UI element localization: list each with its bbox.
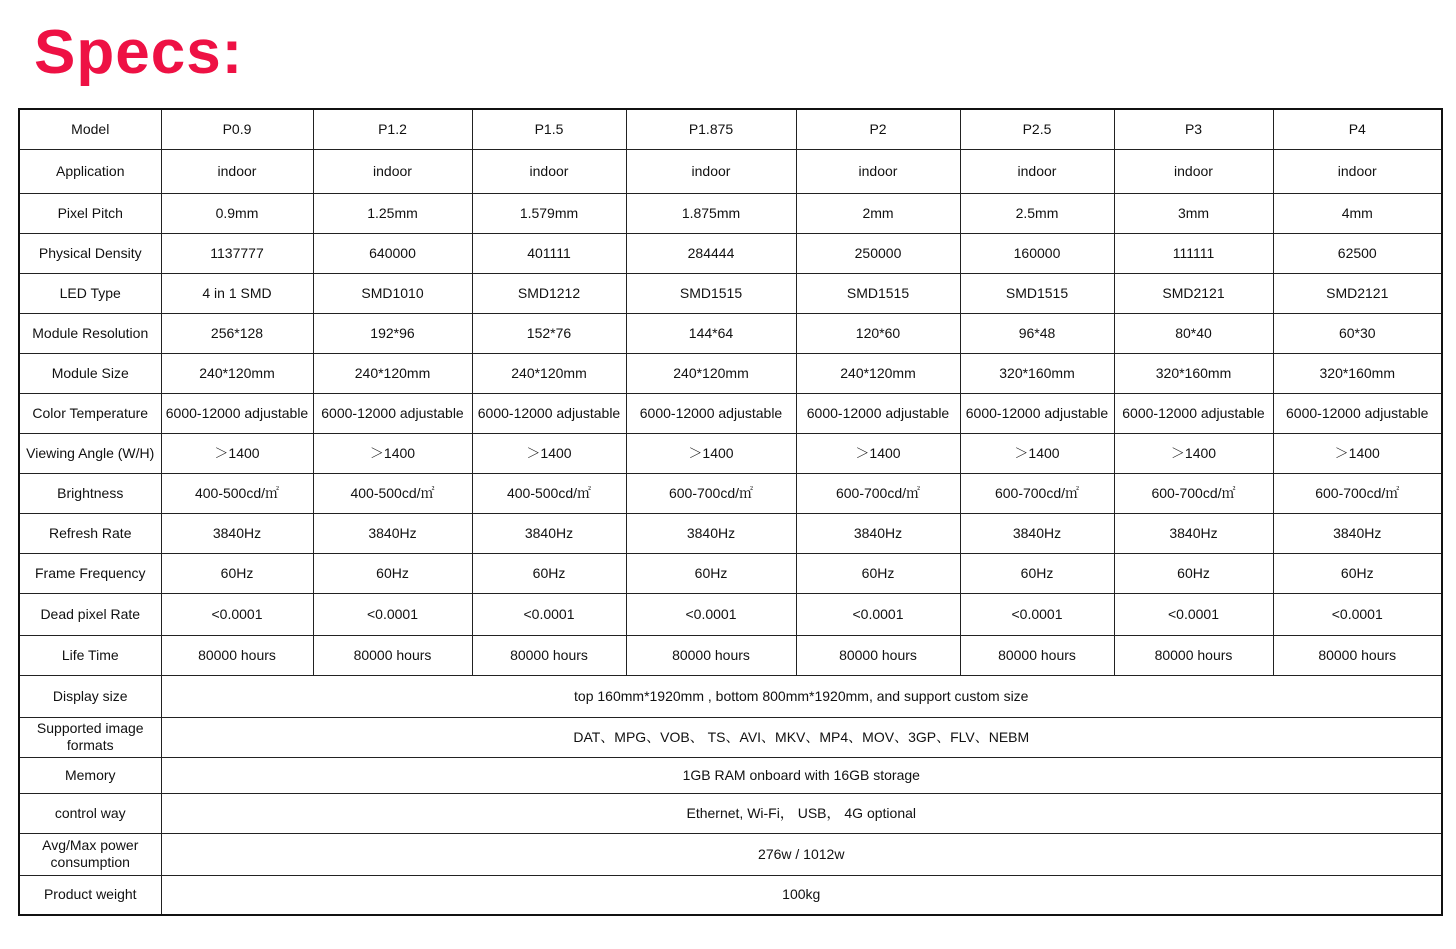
table-cell: 60*30 <box>1273 313 1442 353</box>
table-row <box>19 433 1442 473</box>
row-label: Frame Frequency <box>19 553 161 593</box>
table-cell: indoor <box>796 149 960 193</box>
page-title: Specs: <box>34 18 244 87</box>
table-row <box>19 313 1442 353</box>
table-cell: 60Hz <box>796 553 960 593</box>
row-label: Refresh Rate <box>19 513 161 553</box>
table-cell: 240*120mm <box>626 353 796 393</box>
row-label: Brightness <box>19 473 161 513</box>
table-cell: 3840Hz <box>1273 513 1442 553</box>
table-cell: 80000 hours <box>1273 635 1442 675</box>
row-label: Pixel Pitch <box>19 193 161 233</box>
table-cell: 3840Hz <box>313 513 472 553</box>
header-cell: P2.5 <box>960 109 1114 149</box>
table-cell: 400-500cd/㎡ <box>161 473 313 513</box>
table-cell: indoor <box>313 149 472 193</box>
merged-cell: 100kg <box>161 875 1442 915</box>
table-cell: 60Hz <box>960 553 1114 593</box>
table-cell: 6000-12000 adjustable <box>313 393 472 433</box>
table-cell: 80000 hours <box>796 635 960 675</box>
table-cell: ＞1400 <box>472 433 626 473</box>
table-cell: 80000 hours <box>313 635 472 675</box>
table-cell: 600-700cd/㎡ <box>1273 473 1442 513</box>
table-cell: 80*40 <box>1114 313 1273 353</box>
row-label: Memory <box>19 757 161 793</box>
header-cell: P4 <box>1273 109 1442 149</box>
table-cell: SMD1515 <box>626 273 796 313</box>
table-cell: 1137777 <box>161 233 313 273</box>
merged-cell: Ethernet, Wi-Fi， USB， 4G optional <box>161 793 1442 833</box>
merged-cell: 1GB RAM onboard with 16GB storage <box>161 757 1442 793</box>
table-row <box>19 393 1442 433</box>
table-cell: 240*120mm <box>313 353 472 393</box>
merged-row <box>19 675 1442 717</box>
table-cell: <0.0001 <box>960 593 1114 635</box>
table-row <box>19 593 1442 635</box>
table-cell: SMD1515 <box>796 273 960 313</box>
specs-table <box>18 108 1443 916</box>
table-cell: 400-500cd/㎡ <box>313 473 472 513</box>
row-label: Display size <box>19 675 161 717</box>
table-row <box>19 273 1442 313</box>
table-cell: 6000-12000 adjustable <box>1114 393 1273 433</box>
table-row <box>19 233 1442 273</box>
table-cell: 80000 hours <box>161 635 313 675</box>
row-label: control way <box>19 793 161 833</box>
table-cell: 1.25mm <box>313 193 472 233</box>
table-cell: 80000 hours <box>1114 635 1273 675</box>
merged-cell: top 160mm*1920mm , bottom 800mm*1920mm, and support custom size <box>161 675 1442 717</box>
table-cell: 4 in 1 SMD <box>161 273 313 313</box>
merged-row <box>19 793 1442 833</box>
merged-cell: 276w / 1012w <box>161 833 1442 875</box>
row-label: Application <box>19 149 161 193</box>
table-cell: ＞1400 <box>626 433 796 473</box>
table-cell: 80000 hours <box>960 635 1114 675</box>
table-cell: 6000-12000 adjustable <box>161 393 313 433</box>
table-cell: <0.0001 <box>472 593 626 635</box>
table-cell: 160000 <box>960 233 1114 273</box>
table-cell: SMD2121 <box>1114 273 1273 313</box>
table-cell: 60Hz <box>313 553 472 593</box>
table-cell: 3840Hz <box>1114 513 1273 553</box>
table-cell: 2.5mm <box>960 193 1114 233</box>
merged-row <box>19 717 1442 757</box>
merged-row <box>19 875 1442 915</box>
table-cell: indoor <box>1273 149 1442 193</box>
table-cell: 192*96 <box>313 313 472 353</box>
table-cell: <0.0001 <box>796 593 960 635</box>
table-cell: 400-500cd/㎡ <box>472 473 626 513</box>
table-cell: 320*160mm <box>960 353 1114 393</box>
header-cell: P2 <box>796 109 960 149</box>
table-cell: indoor <box>626 149 796 193</box>
table-cell: 3840Hz <box>161 513 313 553</box>
table-cell: 240*120mm <box>161 353 313 393</box>
table-cell: 284444 <box>626 233 796 273</box>
table-cell: 240*120mm <box>472 353 626 393</box>
merged-row <box>19 757 1442 793</box>
table-cell: indoor <box>161 149 313 193</box>
table-cell: 1.875mm <box>626 193 796 233</box>
table-cell: 640000 <box>313 233 472 273</box>
table-cell: 1.579mm <box>472 193 626 233</box>
table-cell: 3840Hz <box>796 513 960 553</box>
header-cell: P1.2 <box>313 109 472 149</box>
header-cell: P1.5 <box>472 109 626 149</box>
table-cell: ＞1400 <box>960 433 1114 473</box>
table-cell: 240*120mm <box>796 353 960 393</box>
row-label: Product weight <box>19 875 161 915</box>
table-cell: 80000 hours <box>626 635 796 675</box>
table-cell: 0.9mm <box>161 193 313 233</box>
table-cell: 256*128 <box>161 313 313 353</box>
header-cell: P1.875 <box>626 109 796 149</box>
table-cell: ＞1400 <box>1114 433 1273 473</box>
table-cell: 144*64 <box>626 313 796 353</box>
table-cell: 3840Hz <box>472 513 626 553</box>
table-cell: 3840Hz <box>626 513 796 553</box>
table-cell: 60Hz <box>1273 553 1442 593</box>
table-cell: indoor <box>472 149 626 193</box>
table-cell: SMD2121 <box>1273 273 1442 313</box>
table-cell: 6000-12000 adjustable <box>1273 393 1442 433</box>
table-cell: 6000-12000 adjustable <box>472 393 626 433</box>
table-cell: 4mm <box>1273 193 1442 233</box>
table-row <box>19 193 1442 233</box>
table-cell: <0.0001 <box>1114 593 1273 635</box>
table-row <box>19 635 1442 675</box>
table-row <box>19 149 1442 193</box>
table-cell: ＞1400 <box>161 433 313 473</box>
table-cell: 6000-12000 adjustable <box>796 393 960 433</box>
table-cell: 60Hz <box>626 553 796 593</box>
table-cell: 3840Hz <box>960 513 1114 553</box>
table-cell: <0.0001 <box>1273 593 1442 635</box>
header-cell: P0.9 <box>161 109 313 149</box>
table-cell: 96*48 <box>960 313 1114 353</box>
table-row <box>19 513 1442 553</box>
table-cell: <0.0001 <box>626 593 796 635</box>
header-cell: Model <box>19 109 161 149</box>
row-label: Viewing Angle (W/H) <box>19 433 161 473</box>
table-cell: 111111 <box>1114 233 1273 273</box>
table-cell: indoor <box>960 149 1114 193</box>
table-cell: 60Hz <box>161 553 313 593</box>
table-cell: 3mm <box>1114 193 1273 233</box>
table-cell: ＞1400 <box>313 433 472 473</box>
table-cell: 320*160mm <box>1273 353 1442 393</box>
merged-cell: DAT、MPG、VOB、 TS、AVI、MKV、MP4、MOV、3GP、FLV、NEBM <box>161 717 1442 757</box>
row-label: Module Resolution <box>19 313 161 353</box>
table-cell: SMD1515 <box>960 273 1114 313</box>
row-label: LED Type <box>19 273 161 313</box>
row-label: Color Temperature <box>19 393 161 433</box>
header-cell: P3 <box>1114 109 1273 149</box>
row-label: Avg/Max power consumption <box>19 833 161 875</box>
table-cell: 62500 <box>1273 233 1442 273</box>
table-cell: 60Hz <box>472 553 626 593</box>
row-label: Physical Density <box>19 233 161 273</box>
table-cell: indoor <box>1114 149 1273 193</box>
header-row <box>19 109 1442 149</box>
table-cell: 600-700cd/㎡ <box>796 473 960 513</box>
table-cell: <0.0001 <box>313 593 472 635</box>
table-cell: 2mm <box>796 193 960 233</box>
table-row <box>19 553 1442 593</box>
table-cell: 401111 <box>472 233 626 273</box>
table-cell: 60Hz <box>1114 553 1273 593</box>
row-label: Life Time <box>19 635 161 675</box>
table-row <box>19 473 1442 513</box>
table-cell: 320*160mm <box>1114 353 1273 393</box>
table-cell: 152*76 <box>472 313 626 353</box>
table-cell: 600-700cd/㎡ <box>960 473 1114 513</box>
table-row <box>19 353 1442 393</box>
merged-row <box>19 833 1442 875</box>
row-label: Module Size <box>19 353 161 393</box>
table-cell: 6000-12000 adjustable <box>960 393 1114 433</box>
table-cell: SMD1212 <box>472 273 626 313</box>
row-label: Supported image formats <box>19 717 161 757</box>
table-cell: 6000-12000 adjustable <box>626 393 796 433</box>
table-cell: 80000 hours <box>472 635 626 675</box>
table-cell: <0.0001 <box>161 593 313 635</box>
table-cell: 600-700cd/㎡ <box>1114 473 1273 513</box>
table-cell: 250000 <box>796 233 960 273</box>
table-cell: 600-700cd/㎡ <box>626 473 796 513</box>
table-cell: SMD1010 <box>313 273 472 313</box>
row-label: Dead pixel Rate <box>19 593 161 635</box>
table-cell: ＞1400 <box>796 433 960 473</box>
table-cell: ＞1400 <box>1273 433 1442 473</box>
table-cell: 120*60 <box>796 313 960 353</box>
